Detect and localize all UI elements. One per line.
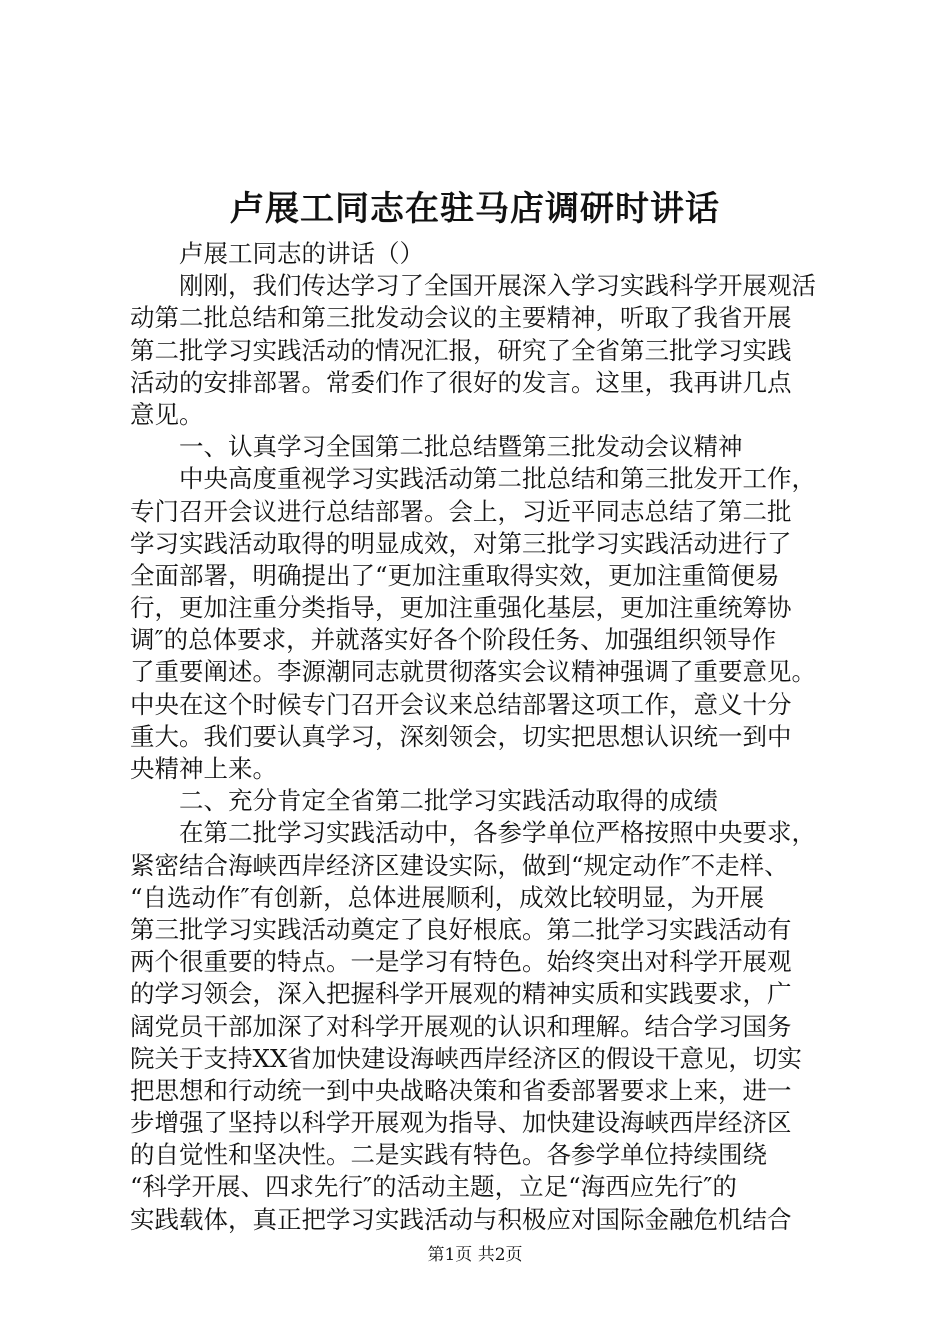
text-line: 央精神上来。 [130, 754, 277, 783]
text-line: 中央高度重视学习实践活动第二批总结和第三批发开工作， [179, 464, 816, 494]
text-line: “自选动作″有创新，总体进展顺利，成效比较明显，为开展 [130, 882, 765, 912]
text-line: 把思想和行动统一到中央战略决策和省委部署要求上来，进一 [130, 1075, 792, 1105]
text-line: 调″的总体要求，并就落实好各个阶段任务、加强组织领导作 [130, 625, 777, 655]
text-line: 在第二批学习实践活动中，各参学单位严格按照中央要求， [179, 818, 816, 848]
page-title: 卢展工同志在驻马店调研时讲话 [230, 189, 720, 229]
text-line: 中央在这个时候专门召开会议来总结部署这项工作，意义十分 [130, 689, 792, 719]
text-line: 重大。我们要认真学习，深刻领会，切实把思想认识统一到中 [130, 721, 792, 751]
text-line: 刚刚，我们传达学习了全国开展深入学习实践科学开展观活 [179, 271, 816, 301]
text-line: 第三批学习实践活动奠定了良好根底。第二批学习实践活动有 [130, 914, 792, 944]
text-line: 了重要阐述。李源潮同志就贯彻落实会议精神强调了重要意见。 [130, 657, 816, 687]
text-line: “科学开展、四求先行″的活动主题，立足“海西应先行″的 [130, 1172, 737, 1202]
text-line: 意见。 [130, 399, 204, 429]
text-line: 卢展工同志的讲话（） [179, 239, 424, 268]
text-line: 的学习领会，深入把握科学开展观的精神实质和实践要求，广 [130, 979, 792, 1009]
document-body [130, 238, 830, 1236]
text-line: 阔党员干部加深了对科学开展观的认识和理解。结合学习国务 [130, 1011, 792, 1041]
text-line: 学习实践活动取得的明显成效，对第三批学习实践活动进行了 [130, 528, 792, 558]
text-line: 的自觉性和坚决性。二是实践有特色。各参学单位持续围绕 [130, 1140, 767, 1170]
text-line: 两个很重要的特点。一是学习有特色。始终突出对科学开展观 [130, 947, 792, 977]
text-line: 动第二批总结和第三批发动会议的主要精神，听取了我省开展 [130, 303, 792, 333]
text-line: 第二批学习实践活动的情况汇报，研究了全省第三批学习实践 [130, 335, 792, 365]
text-line: 活动的安排部署。常委们作了很好的发言。这里，我再讲几点 [130, 367, 792, 397]
text-line: 行，更加注重分类指导，更加注重强化基层，更加注重统筹协 [130, 593, 792, 623]
text-line: 专门召开会议进行总结部署。会上，习近平同志总结了第二批 [130, 496, 792, 526]
page-number: 第1页 共2页 [427, 1245, 523, 1265]
text-line: 全面部署，明确提出了“更加注重取得实效，更加注重简便易 [130, 560, 780, 590]
text-line: 二、充分肯定全省第二批学习实践活动取得的成绩 [179, 786, 718, 816]
text-line: 步增强了坚持以科学开展观为指导、加快建设海峡西岸经济区 [130, 1108, 792, 1138]
text-line: 院关于支持XX省加快建设海峡西岸经济区的假设干意见，切实 [130, 1043, 802, 1073]
text-line: 紧密结合海峡西岸经济区建设实际，做到“规定动作″不走样、 [130, 850, 789, 880]
text-line: 实践载体，真正把学习实践活动与积极应对国际金融危机结合 [130, 1204, 792, 1234]
text-line: 一、认真学习全国第二批总结暨第三批发动会议精神 [179, 432, 743, 462]
